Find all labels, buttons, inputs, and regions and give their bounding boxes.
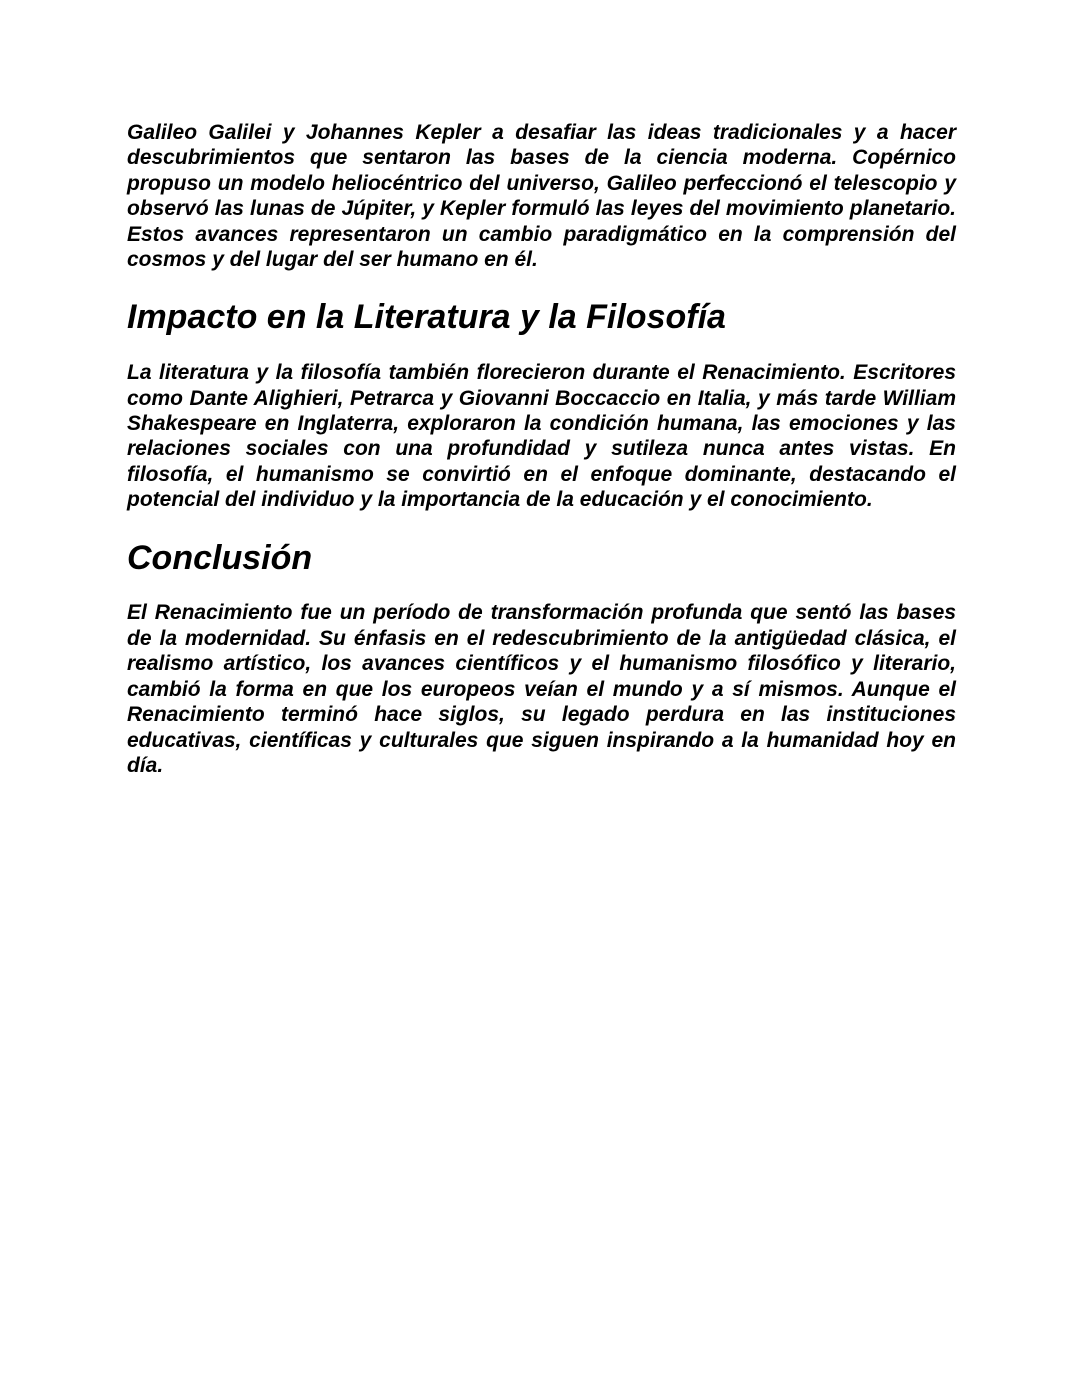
paragraph-literatura-filosofia: La literatura y la filosofía también florecieron durante el Renacimiento. Escritores como Dante Alighieri, Petrarca y Giovanni Boccaccio en Italia, y más tarde William Shakespeare en Inglaterra, exploraron la condición humana, las emociones y las relaciones sociales con una profundidad y sutileza nunca antes vistas. En filosofía, el humanismo se convirtió en el enfoque dominante, destacando el potencial del individuo y la importancia de la educación y el conocimiento. — [127, 361, 956, 512]
heading-impacto-literatura-filosofia: Impacto en la Literatura y la Filosofía — [127, 298, 726, 337]
heading-conclusion: Conclusión — [127, 538, 313, 577]
paragraph-conclusion: El Renacimiento fue un período de transformación profunda que sentó las bases de la modernidad. Su énfasis en el redescubrimiento de la antigüedad clásica, el realismo artístico, los avances científicos y el humanismo filosófico y literario, cambió la forma en que los europeos veían el mundo y a sí mismos. Aunque el Renacimiento terminó hace siglos, su legado perdura en las instituciones educativas, científicas y culturales que siguen inspirando a la humanidad hoy en día. — [127, 601, 956, 777]
paragraph-science-continuation: Galileo Galilei y Johannes Kepler a desafiar las ideas tradicionales y a hacer descubrimientos que sentaron las bases de la ciencia moderna. Copérnico propuso un modelo heliocéntrico del universo, Galileo perfeccionó el telescopio y observó las lunas de Júpiter, y Kepler formuló las leyes del movimiento planetario. Estos avances representaron un cambio paradigmático en la comprensión del cosmos y del lugar del ser humano en él. — [127, 121, 956, 272]
